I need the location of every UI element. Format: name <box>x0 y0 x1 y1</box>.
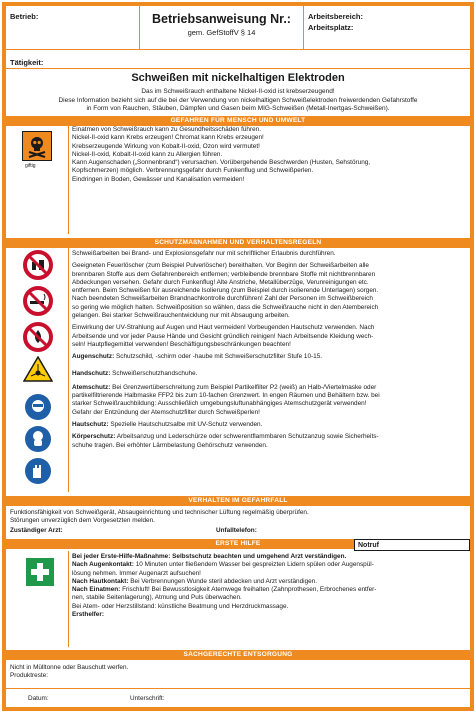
first-aid-line: lösung nehmen. Immer Augenarzt aufsuchen! <box>72 569 201 577</box>
eye-protection-label: Augenschutz: <box>72 353 115 361</box>
hazard-line: Krebserzeugende Wirkung von Kobalt-II-oxid, Ozon wird vermutet! <box>72 142 260 150</box>
hazard-line: Kann Augenschaden („Sonnenbrand“) verursachen. Vorübergehende Beschwerden (Husten, Sehstörung, <box>72 159 371 167</box>
no-food-drink-icon <box>23 250 53 280</box>
header-company-cell <box>6 6 140 50</box>
protection-line: seln! Hautpflegemittel verwenden! Beschäftigungsbeschränkungen beachten! <box>72 340 291 348</box>
section-bar-protection: SCHUTZMAßNAHMEN UND VERHALTENSREGELN <box>6 238 470 248</box>
skin-protection-text: Spezielle Hautschutzsalbe mit UV-Schutz verwenden. <box>110 421 263 429</box>
section-bar-emergency: VERHALTEN IM GEFAHRFALL <box>6 496 470 506</box>
hand-protection-label: Handschutz: <box>72 369 111 377</box>
section-bar-disposal: SACHGERECHTE ENTSORGUNG <box>6 650 470 660</box>
intro-line: Diese Information bezieht sich auf die bei der Verwendung von nickelhaltigen Schweißelektroden freiwerdenden Gefahrstoffe <box>58 96 418 104</box>
hand-protection-line <box>72 370 466 378</box>
divider <box>68 551 69 647</box>
gloves-icon <box>25 458 51 484</box>
skull-hazard-icon <box>22 131 52 161</box>
emergency-phone-label: Unfalltelefon: <box>216 527 257 534</box>
respiratory-protection-label: Atemschutz: <box>72 383 111 391</box>
first-aid-line: Bei Atem- oder Herzstillstand: künstliche Beatmung und Herzdruckmassage. <box>72 602 289 610</box>
respiratory-protection-text: Bei Grenzwertüberschreitung zum Beispiel Partikelfilter P2 (weiß) an Halb-/Viertelmaske oder <box>112 383 377 391</box>
emergency-text <box>10 509 466 526</box>
protection-line: schuhe tragen. Bei erhöhter Lärmbelastung Gehörschutz verwenden. <box>72 441 268 449</box>
divider <box>68 126 69 234</box>
protection-line: Gefahr der Entzündung der Atemschutzfilter durch Schweißperlen! <box>72 408 260 416</box>
inhalation-label: Nach Einatmen: <box>72 586 121 594</box>
first-aid-text <box>72 553 466 619</box>
protection-line: Abdeckungen versehen. Gefahr durch Funkenflug! Alte Anstriche, Metallüberzüge, Verunreinigungen etc. <box>72 278 369 286</box>
hazard-line: Einatmen von Schweißrauch kann zu Gesundheitsschäden führen. <box>72 126 261 133</box>
header-workplace-cell <box>304 6 470 50</box>
inhalation-line <box>72 586 466 594</box>
date-label: Datum: <box>28 695 49 702</box>
main-title: Schweißen mit nickelhaltigen Elektroden <box>131 72 345 84</box>
company-label: Betrieb: <box>10 12 39 21</box>
intro-line: Das im Schweißrauch enthaltene Nickel-II-oxid ist krebserzeugend! <box>141 88 335 95</box>
divider <box>6 688 470 689</box>
disposal-line: Produktreste: <box>10 672 49 680</box>
activity-label: Tätigkeit: <box>10 58 44 67</box>
hand-protection-text: Schweißerschutzhandschuhe. <box>112 369 198 377</box>
section-bar-first-aid: ERSTE HILFE <box>6 539 470 549</box>
hazard-line: Nickel-II-oxid kann Krebs erzeugen! Chromat kann Krebs erzeugen! <box>72 134 264 142</box>
protection-line: Einwirkung der UV-Strahlung auf Augen und Haut vermeiden! Vorbeugenden Hautschutz verwenden. Nach <box>72 324 375 332</box>
protection-line: so gering wie möglich halten. Schweißposition so wählen, dass die Schweißrauche nicht in den Atembereich <box>72 303 379 311</box>
skin-protection-label: Hautschutz: <box>72 421 109 429</box>
eye-contact-text: 10 Minuten unter fließendem Wasser bei gespreizten Lidern spülen oder Augenspül- <box>135 561 374 569</box>
disposal-text <box>10 664 466 681</box>
first-aider-label: Ersthelfer: <box>72 611 104 619</box>
intro-line: in Form von Rauchen, Stäuben, Dämpfen und Gasen beim MIG-Schweißen (Metall-Inertgas-Schweißen). <box>86 105 390 113</box>
emergency-line: Störungen unverzüglich dem Vorgesetzten melden. <box>10 517 155 525</box>
hazard-line: Eindringen in Boden, Gewässer und Kanalisation vermeiden! <box>72 175 245 183</box>
body-protection-text: Arbeitsanzug und Lederschürze oder schwerentflammbaren Schutzanzug sowie Sicherheits- <box>116 433 379 441</box>
protection-text <box>72 250 466 450</box>
work-area-label: Arbeitsbereich: <box>308 12 364 21</box>
header <box>6 6 470 50</box>
first-aid-cross-icon <box>26 558 54 586</box>
first-aid-line: Bei jeder Erste-Hilfe-Maßnahme: Selbstschutz beachten und umgehend Arzt verständigen. <box>72 553 347 560</box>
protection-line: Arbeitsende und vor jeder Pause Hände und Gesicht gründlich reinigen! Nach Arbeitsende Kleidung wech- <box>72 332 374 340</box>
skin-contact-line <box>72 578 466 586</box>
divider <box>68 248 69 492</box>
responsible-doctor-label: Zuständiger Arzt: <box>10 527 63 534</box>
no-open-flame-icon <box>23 322 53 352</box>
no-smoking-icon <box>23 286 53 316</box>
protection-line: Geeigneten Feuerlöscher (zum Beispiel Pulverlöscher) bereithalten. Vor Beginn der Schweißarbeiten alle <box>72 262 369 270</box>
body-protection-line <box>72 433 466 441</box>
protection-line: gelangen. Bei starker Schweißrauchentwicklung nur mit Absaugung arbeiten. <box>72 312 290 320</box>
protection-line: starker Schweißrauchbildung: Ausschließlich umgebungsluftunabhängiges Atemschutzgerät verwenden! <box>72 400 367 408</box>
skin-contact-text: Bei Verbrennungen Wunde steril abdecken und Arzt verständigen. <box>130 577 318 585</box>
protection-line: entfernen. Beim Schweißen für ausreichende Isolierung (zum Beispiel durch isolierende Unterlagen) sorgen. <box>72 287 379 295</box>
hazard-line: Nickel-II-oxid, Kobalt-II-oxid kann zu Allergien führen. <box>72 150 223 158</box>
first-aid-line: nen, stabile Seitenlagerung), Atmung und Puls überwachen. <box>72 594 242 602</box>
disposal-line: Nicht in Mülltonne oder Bauschutt werfen. <box>10 664 129 671</box>
respiratory-protection-line <box>72 384 466 392</box>
document-subtitle: gem. GefStoffV § 14 <box>187 28 256 37</box>
emergency-line: Funktionsfähigkeit von Schweißgerät, Absaugeinrichtung und technischer Lüftung regelmäßig überprüfen. <box>10 509 309 516</box>
eye-contact-label: Nach Augenkontakt: <box>72 561 134 569</box>
hazard-icon-caption: giftig <box>25 163 36 169</box>
inhalation-text: Frischluft! Bei Bewusstlosigkeit Atemwege freihalten (Zahnprothesen, Erbrochenes entfer- <box>122 586 377 594</box>
emergency-call-box: Notruf <box>354 539 470 551</box>
section-bar-hazards: GEFAHREN FÜR MENSCH UND UMWELT <box>6 116 470 126</box>
hazard-text <box>72 126 466 184</box>
protection-line: brennbaren Stoffe aus dem Gefahrenbereich entfernen; verbleibende brennbare Stoffe mit nichtbrennbaren <box>72 270 376 278</box>
eye-protection-text: Schutzschild, -schirm oder -haube mit Schweißerschutzfilter Stufe 10-15. <box>116 353 323 361</box>
protection-line: partikelfiltrierende Halbmaske FFP2 bis zum 10-fachen Grenzwert. In engen Räumen und Behältern bzw. bei <box>72 392 380 400</box>
skin-contact-label: Nach Hautkontakt: <box>72 577 129 585</box>
intro-text <box>12 88 464 114</box>
divider <box>6 68 470 69</box>
body-protection-label: Körperschutz: <box>72 433 116 441</box>
header-title-cell <box>140 6 304 50</box>
protection-line: Nach beendeten Schweißarbeiten Brandnachkontrolle durchführen! Zahl der Personen im Schweißbereich <box>72 295 373 303</box>
workplace-label: Arbeitsplatz: <box>308 23 354 32</box>
hazard-line: Kopfschmerzen) möglich. Verbrennungsgefahr durch Funkenflug und Schweißperlen. <box>72 167 314 175</box>
face-shield-icon <box>25 394 51 420</box>
eye-contact-line <box>72 561 466 569</box>
signature-label: Unterschrift: <box>130 695 165 702</box>
protection-line: Schweißarbeiten bei Brand- und Explosionsgefahr nur mit schriftlicher Erlaubnis durchführen. <box>72 250 336 257</box>
respirator-icon <box>25 426 51 452</box>
operating-instruction-sheet <box>2 2 474 711</box>
laser-warning-icon <box>23 356 53 382</box>
eye-protection-line <box>72 353 466 361</box>
skin-protection-line <box>72 421 466 429</box>
document-title: Betriebsanweisung Nr.: <box>152 12 291 26</box>
